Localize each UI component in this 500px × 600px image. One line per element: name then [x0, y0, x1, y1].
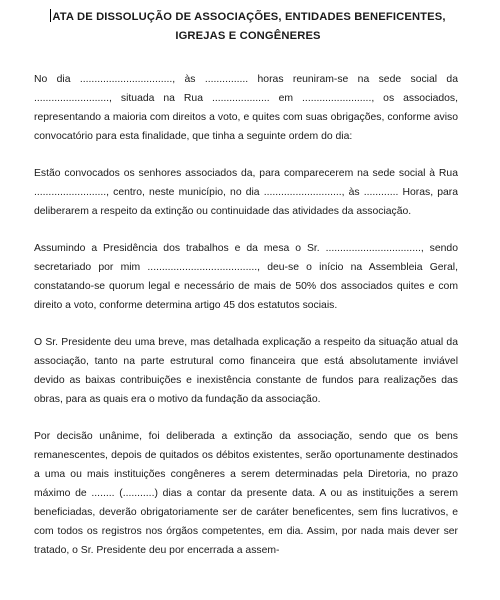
paragraph-presidency: Assumindo a Presidência dos trabalhos e da mesa o Sr. ................................., sendo secretariado por mim ......................................, deu-se o início na Assembleia Geral, constatando-se quorum legal e necessário de mais de 50% dos associados quites e com direito a voto, conforme determina artigo 45 dos estatutos sociais.: [34, 243, 458, 311]
document-title-text: ATA DE DISSOLUÇÃO DE ASSOCIAÇÕES, ENTIDADES BENEFICENTES, IGREJAS E CONGÊNERES: [52, 11, 446, 42]
paragraph-explanation: O Sr. Presidente deu uma breve, mas detalhada explicação a respeito da situação atual da associação, tanto na parte estrutural como financeira que está absolutamente inviável devido as baixas contribuições e inexistência constante de fundos para realizações das obras, para as quais era o motivo da fundação da associação.: [34, 337, 458, 405]
paragraph-meeting-opening: No dia ................................, às ............... horas reuniram-se na sede social da .........................., situada na Rua .................... em ........................, os associados, representando a maioria com direitos a voto, e quites com suas obrigações, conforme aviso convocatório para esta finalidade, que tinha a seguinte ordem do dia:: [34, 74, 458, 142]
paragraph-convocation: Estão convocados os senhores associados da, para comparecerem na sede social à Rua ........................., centro, neste município, no dia ..........................., às ............ Horas, para deliberarem a respeito da extinção ou continuidade das atividades da associação.: [34, 168, 458, 217]
paragraph-decision: Por decisão unânime, foi deliberada a extinção da associação, sendo que os bens remanescentes, depois de quitados os débitos existentes, serão oportunamente destinados a uma ou mais instituições congêneres a serem determinadas pela Diretoria, no prazo máximo de ........ (...........) dias a contar da presente data. A ou as instituições a serem beneficiadas, deverão obrigatoriamente ser de caráter beneficentes, sem fins lucrativos, e com todos os registros nos órgãos competentes, em dia. Assim, por nada mais dever ser tratado, o Sr. Presidente deu por encerrada a assem-: [34, 431, 458, 556]
document-body: [34, 70, 458, 578]
document-title: [36, 8, 460, 46]
